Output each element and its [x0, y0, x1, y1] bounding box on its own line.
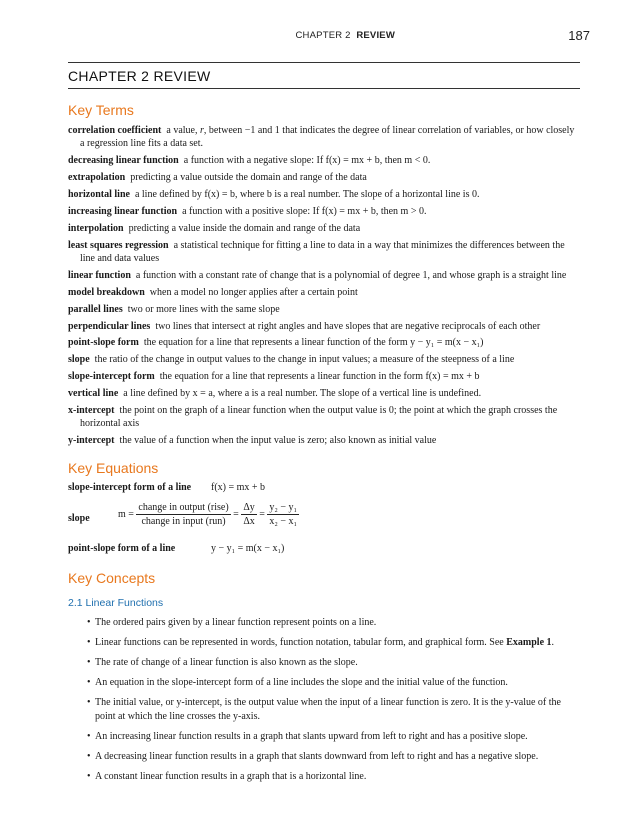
- equation-point-slope: [68, 543, 580, 558]
- equation-slope: slope m = $\frac{\text{change in output (rise)}}{\text{change in input (run)}}$ = $\frac{\Delta y}{\Delta x}$ = $\frac{\text{y₂ − y₁}}{\text{x₂ − x₁}}$: [68, 502, 298, 528]
- term-slope-intercept-form: slope-intercept form the equation for a line that represents a linear function in the form f(x) = mx + b: [68, 371, 480, 383]
- term-interpolation: interpolation predicting a value inside the domain and range of the data: [68, 222, 361, 234]
- key-equations-heading: Key Equations: [68, 460, 159, 477]
- page-content: [68, 102, 580, 790]
- term-decreasing-linear-function: decreasing linear function a function with a negative slope: If f(x) = mx + b, then m < 0.: [68, 155, 431, 167]
- key-equations-section: [68, 460, 580, 558]
- list-item: • An equation in the slope-intercept form of a line includes the slope and the initial value of the function.: [87, 677, 508, 689]
- key-concepts-heading: Key Concepts: [68, 570, 156, 587]
- list-item: • Linear functions can be represented in words, function notation, tabular form, and graphical form. See Example 1.: [87, 637, 555, 649]
- running-head-chapter: CHAPTER 2 REVIEW: [295, 30, 395, 41]
- subsection-heading: 2.1 Linear Functions: [68, 597, 164, 610]
- example-reference: Example 1: [506, 637, 552, 649]
- slope-fraction-points: $\frac{\text{y₂ − y₁}}{\text{x₂ − x₁}}$: [269, 502, 298, 528]
- key-terms-list: [68, 124, 580, 447]
- chapter-title: CHAPTER 2 REVIEW: [68, 68, 211, 84]
- key-terms-heading: Key Terms: [68, 102, 134, 118]
- running-head: [0, 30, 630, 46]
- term-linear-function: linear function a function with a constant rate of change that is a polynomial of degree 1, and whose graph is a straight line: [68, 269, 567, 281]
- header-rule: [68, 62, 580, 63]
- equation-label: slope: [68, 513, 90, 525]
- equation-label: point-slope form of a line: [68, 543, 176, 555]
- list-item: • The rate of change of a linear function is also known as the slope.: [87, 657, 358, 669]
- term-slope: slope the ratio of the change in output values to the change in input values; a measure of the steepness of a line: [68, 354, 515, 366]
- equation-formula: y − y₁ = m(x − x₁): [211, 543, 285, 555]
- concepts-list: [68, 616, 580, 782]
- term-correlation-coefficient: correlation coefficient a value, r, between −1 and 1 that indicates the degree of linear correlation of variables, or how closely a regression line fits a data set.: [68, 125, 575, 150]
- list-item: • The initial value, or y-intercept, is the output value when the input of a linear function is zero. It is the y-value of the point at which the line crosses the y-axis.: [87, 697, 561, 722]
- list-item: • The ordered pairs given by a linear function represent points on a line.: [87, 617, 377, 629]
- list-item: • An increasing linear function results in a graph that slants upward from left to right and has a positive slope.: [87, 730, 528, 742]
- key-concepts-section: [68, 570, 580, 782]
- term-x-intercept: x-intercept the point on the graph of a linear function when the output value is 0; the point at which the graph crosses the horizontal axis: [68, 404, 558, 430]
- slope-fraction-words: $\frac{\text{change in output (rise)}}{\text{change in input (run)}}$: [138, 502, 229, 528]
- list-item: • A constant linear function results in a graph that is a horizontal line.: [87, 770, 367, 782]
- title-rule: [68, 88, 580, 89]
- equation-slope-intercept: [68, 482, 580, 497]
- term-vertical-line: vertical line a line defined by x = a, where a is a real number. The slope of a vertical line is undefined.: [68, 388, 482, 400]
- slope-fraction-delta: $\frac{\Delta y}{\Delta x}$: [243, 502, 255, 528]
- page-number: 187: [568, 28, 590, 43]
- term-extrapolation: extrapolation predicting a value outside the domain and range of the data: [68, 172, 367, 184]
- term-point-slope-form: point-slope form the equation for a line that represents a linear function of the form y − y₁ = m(x − x₁): [68, 337, 484, 349]
- term-increasing-linear-function: increasing linear function a function with a positive slope: If f(x) = mx + b, then m > 0.: [68, 205, 427, 217]
- term-model-breakdown: model breakdown when a model no longer applies after a certain point: [68, 286, 358, 298]
- slope-lhs: m =: [118, 509, 134, 521]
- term-y-intercept: y-intercept the value of a function when the input value is zero; also known as initial value: [68, 435, 437, 447]
- equation-label: slope-intercept form of a line: [68, 482, 192, 494]
- term-perpendicular-lines: perpendicular lines two lines that intersect at right angles and have slopes that are negative reciprocals of each other: [68, 320, 541, 332]
- list-item: • A decreasing linear function results in a graph that slants downward from left to right and has a negative slope.: [87, 750, 539, 762]
- equation-formula: f(x) = mx + b: [211, 482, 266, 494]
- term-least-squares-regression: least squares regression a statistical technique for fitting a line to data in a way that minimizes the differences between the line and data values: [68, 239, 565, 264]
- term-horizontal-line: horizontal line a line defined by f(x) = b, where b is a real number. The slope of a horizontal line is 0.: [68, 188, 480, 200]
- term-parallel-lines: parallel lines two or more lines with the same slope: [68, 303, 280, 315]
